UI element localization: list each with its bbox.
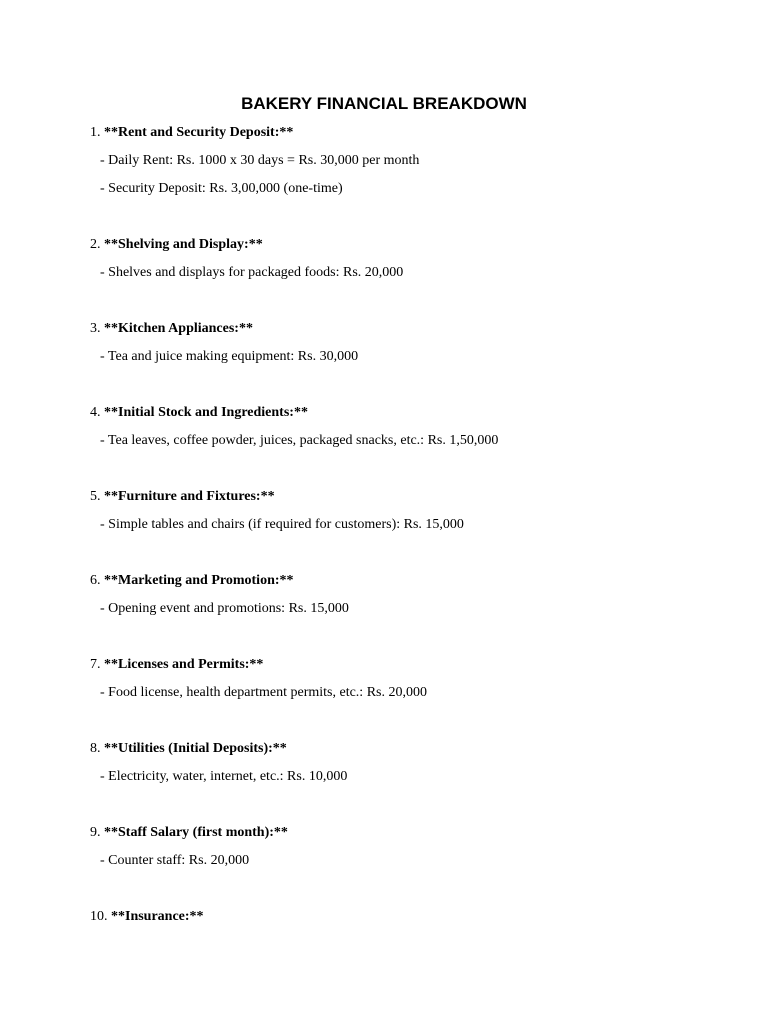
item-heading (90, 119, 730, 147)
item-heading (90, 903, 730, 931)
list-item (90, 315, 730, 371)
item-heading-label: **Licenses and Permits:** (104, 657, 264, 672)
item-detail: - Tea and juice making equipment: Rs. 30,000 (100, 349, 359, 364)
list-item (90, 903, 730, 931)
list-item (90, 651, 730, 707)
list-item (90, 119, 730, 203)
item-number: 2. (90, 237, 101, 252)
item-heading-label: **Furniture and Fixtures:** (104, 489, 275, 504)
item-number: 10. (90, 909, 108, 924)
item-heading-label: **Insurance:** (111, 909, 204, 924)
item-detail: - Food license, health department permits, etc.: Rs. 20,000 (100, 685, 427, 700)
item-detail: - Opening event and promotions: Rs. 15,000 (100, 601, 349, 616)
item-heading (90, 819, 730, 847)
item-detail: - Security Deposit: Rs. 3,00,000 (one-time) (100, 181, 343, 196)
item-detail: - Tea leaves, coffee powder, juices, packaged snacks, etc.: Rs. 1,50,000 (100, 433, 499, 448)
list-item (90, 483, 730, 539)
item-heading-label: **Kitchen Appliances:** (104, 321, 253, 336)
item-heading-label: **Marketing and Promotion:** (104, 573, 294, 588)
list-item (90, 735, 730, 791)
item-heading-label: **Rent and Security Deposit:** (104, 125, 294, 140)
item-heading (90, 399, 730, 427)
item-number: 7. (90, 657, 101, 672)
item-number: 8. (90, 741, 101, 756)
item-number: 5. (90, 489, 101, 504)
document-title: BAKERY FINANCIAL BREAKDOWN (241, 94, 527, 113)
item-detail: - Simple tables and chairs (if required for customers): Rs. 15,000 (100, 517, 464, 532)
item-heading (90, 651, 730, 679)
item-number: 4. (90, 405, 101, 420)
item-detail: - Electricity, water, internet, etc.: Rs. 10,000 (100, 769, 348, 784)
item-heading-label: **Utilities (Initial Deposits):** (104, 741, 287, 756)
item-heading (90, 735, 730, 763)
list-item (90, 231, 730, 287)
item-heading (90, 231, 730, 259)
list-item (90, 567, 730, 623)
item-number: 9. (90, 825, 101, 840)
item-heading-label: **Shelving and Display:** (104, 237, 263, 252)
list-item (90, 399, 730, 455)
item-detail: - Daily Rent: Rs. 1000 x 30 days = Rs. 30,000 per month (100, 153, 420, 168)
item-number: 1. (90, 125, 101, 140)
item-heading (90, 567, 730, 595)
item-detail: - Counter staff: Rs. 20,000 (100, 853, 250, 868)
item-detail: - Shelves and displays for packaged foods: Rs. 20,000 (100, 265, 404, 280)
item-heading-label: **Staff Salary (first month):** (104, 825, 288, 840)
item-number: 3. (90, 321, 101, 336)
item-number: 6. (90, 573, 101, 588)
list-item (90, 819, 730, 875)
item-heading (90, 483, 730, 511)
item-heading-label: **Initial Stock and Ingredients:** (104, 405, 308, 420)
item-heading (90, 315, 730, 343)
